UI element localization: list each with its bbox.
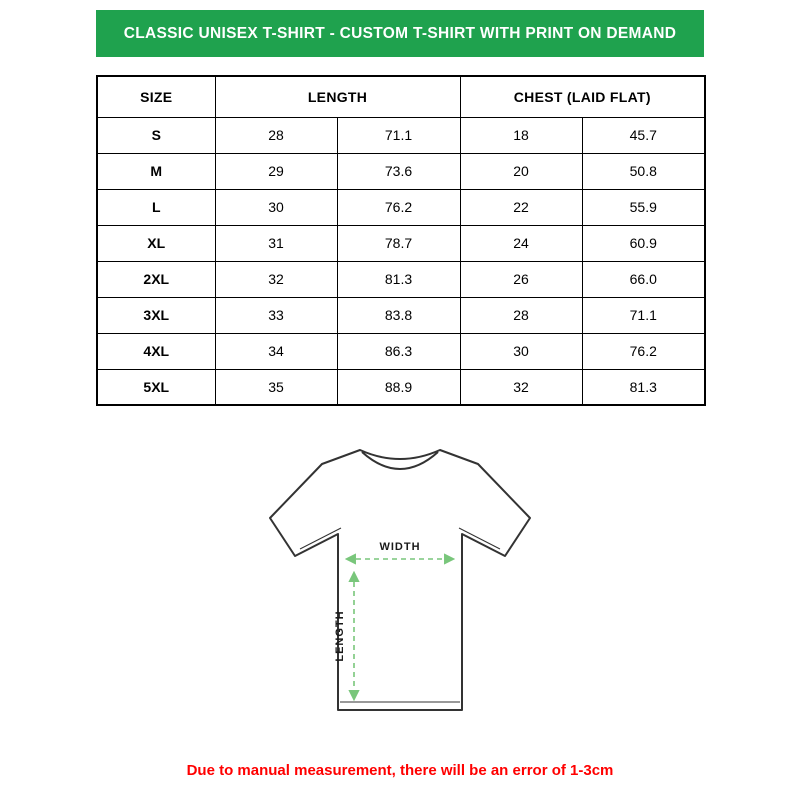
- measurement-cell: 32: [460, 369, 582, 405]
- size-row: [97, 297, 705, 333]
- size-cell: 2XL: [97, 261, 215, 297]
- measurement-cell: 73.6: [337, 153, 460, 189]
- measurement-cell: 34: [215, 333, 337, 369]
- measurement-cell: 60.9: [582, 225, 705, 261]
- size-row: [97, 261, 705, 297]
- measurement-cell: 29: [215, 153, 337, 189]
- tshirt-body-outline: [270, 450, 530, 710]
- measurement-cell: 35: [215, 369, 337, 405]
- tshirt-illustration: [250, 438, 550, 750]
- measurement-cell: 50.8: [582, 153, 705, 189]
- measurement-note: Due to manual measurement, there will be an error of 1-3cm: [186, 762, 614, 779]
- header-size: SIZE: [97, 76, 215, 117]
- header-length: LENGTH: [215, 76, 460, 117]
- measurement-cell: 28: [460, 297, 582, 333]
- measurement-cell: 22: [460, 189, 582, 225]
- size-cell: 4XL: [97, 333, 215, 369]
- size-cell: L: [97, 189, 215, 225]
- measurement-cell: 76.2: [582, 333, 705, 369]
- measurement-cell: 81.3: [582, 369, 705, 405]
- measurement-cell: 30: [215, 189, 337, 225]
- width-label: WIDTH: [379, 541, 421, 553]
- size-chart-body: [97, 117, 705, 405]
- measurement-cell: 78.7: [337, 225, 460, 261]
- size-cell: S: [97, 117, 215, 153]
- size-row: [97, 369, 705, 405]
- size-row: [97, 117, 705, 153]
- measurement-cell: 81.3: [337, 261, 460, 297]
- table-header-row: [97, 76, 705, 117]
- size-cell: 3XL: [97, 297, 215, 333]
- measurement-cell: 71.1: [582, 297, 705, 333]
- measurement-cell: 20: [460, 153, 582, 189]
- measurement-cell: 66.0: [582, 261, 705, 297]
- size-row: [97, 333, 705, 369]
- measurement-cell: 45.7: [582, 117, 705, 153]
- measurement-cell: 28: [215, 117, 337, 153]
- measurement-cell: 18: [460, 117, 582, 153]
- header-chest: CHEST (LAID FLAT): [460, 76, 705, 117]
- size-row: [97, 153, 705, 189]
- measurement-cell: 26: [460, 261, 582, 297]
- measurement-cell: 55.9: [582, 189, 705, 225]
- measurement-cell: 30: [460, 333, 582, 369]
- measurement-cell: 76.2: [337, 189, 460, 225]
- measurement-cell: 86.3: [337, 333, 460, 369]
- size-chart-table: [96, 75, 706, 406]
- size-cell: XL: [97, 225, 215, 261]
- measurement-cell: 71.1: [337, 117, 460, 153]
- measurement-cell: 33: [215, 297, 337, 333]
- title-banner: [96, 10, 704, 57]
- size-row: [97, 225, 705, 261]
- measurement-cell: 31: [215, 225, 337, 261]
- tshirt-diagram: [250, 438, 550, 750]
- length-label: LENGTH: [334, 610, 346, 662]
- size-row: [97, 189, 705, 225]
- page-title: CLASSIC UNISEX T-SHIRT - CUSTOM T-SHIRT WITH PRINT ON DEMAND: [123, 24, 677, 42]
- size-cell: 5XL: [97, 369, 215, 405]
- measurement-cell: 83.8: [337, 297, 460, 333]
- measurement-cell: 32: [215, 261, 337, 297]
- measurement-cell: 24: [460, 225, 582, 261]
- size-cell: M: [97, 153, 215, 189]
- measurement-cell: 88.9: [337, 369, 460, 405]
